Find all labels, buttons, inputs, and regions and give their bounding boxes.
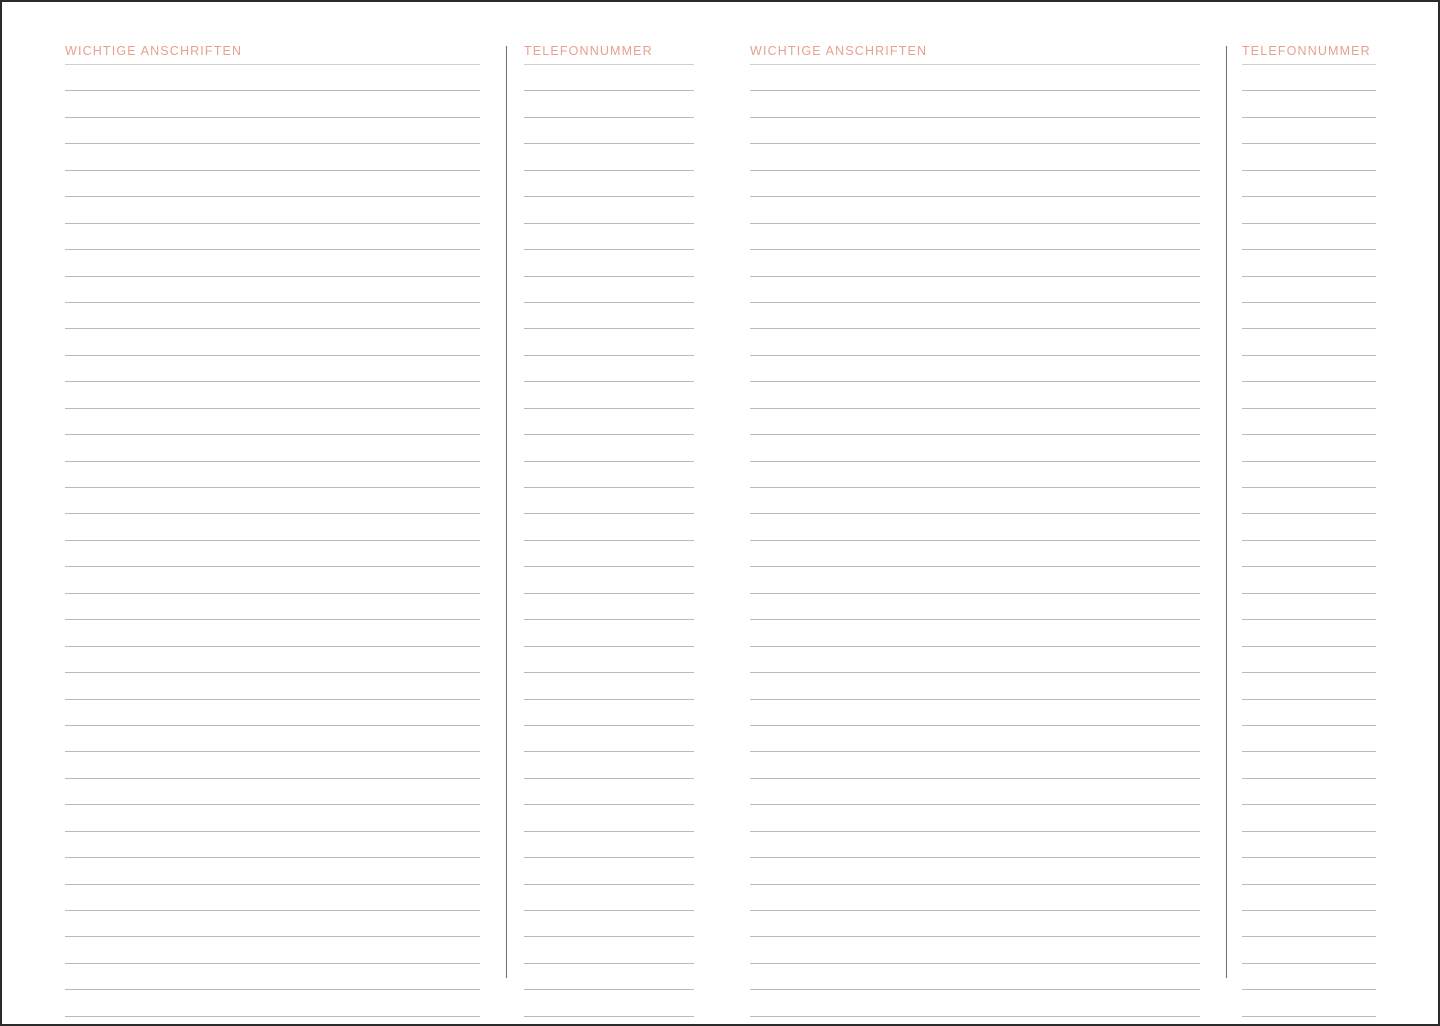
writing-line[interactable]	[750, 514, 1200, 540]
writing-line[interactable]	[65, 567, 480, 593]
writing-line[interactable]	[750, 303, 1200, 329]
writing-line[interactable]	[750, 832, 1200, 858]
writing-line[interactable]	[524, 647, 694, 673]
writing-line[interactable]	[1242, 144, 1376, 170]
writing-line[interactable]	[524, 937, 694, 963]
writing-line[interactable]	[1242, 356, 1376, 382]
writing-line[interactable]	[524, 567, 694, 593]
writing-line[interactable]	[524, 990, 694, 1016]
writing-line[interactable]	[1242, 435, 1376, 461]
writing-line[interactable]	[1242, 752, 1376, 778]
writing-line[interactable]	[65, 171, 480, 197]
writing-line[interactable]	[65, 805, 480, 831]
writing-line[interactable]	[1242, 647, 1376, 673]
writing-line[interactable]	[750, 224, 1200, 250]
writing-line[interactable]	[750, 911, 1200, 937]
writing-line[interactable]	[1242, 805, 1376, 831]
writing-line[interactable]	[65, 752, 480, 778]
left-addresses-column	[0, 0, 506, 1026]
left-addresses-heading: WICHTIGE ANSCHRIFTEN	[65, 44, 480, 65]
writing-line[interactable]	[65, 356, 480, 382]
writing-line[interactable]	[65, 541, 480, 567]
writing-line[interactable]	[65, 91, 480, 117]
writing-line[interactable]	[524, 356, 694, 382]
writing-line[interactable]	[65, 250, 480, 276]
writing-line[interactable]	[1242, 964, 1376, 990]
right-phone-column	[1226, 0, 1440, 1026]
writing-line[interactable]	[524, 805, 694, 831]
writing-line[interactable]	[750, 990, 1200, 1016]
writing-line[interactable]	[1242, 567, 1376, 593]
writing-line[interactable]	[65, 964, 480, 990]
writing-line[interactable]	[750, 726, 1200, 752]
writing-line[interactable]	[1242, 832, 1376, 858]
writing-line[interactable]	[750, 620, 1200, 646]
writing-line[interactable]	[524, 329, 694, 355]
writing-line[interactable]	[65, 726, 480, 752]
right-addresses-column	[720, 0, 1226, 1026]
writing-line[interactable]	[524, 488, 694, 514]
writing-line[interactable]	[1242, 197, 1376, 223]
writing-line[interactable]	[524, 673, 694, 699]
writing-line[interactable]	[65, 303, 480, 329]
writing-line[interactable]	[524, 858, 694, 884]
writing-line[interactable]	[750, 91, 1200, 117]
writing-line[interactable]	[1242, 118, 1376, 144]
writing-line[interactable]	[750, 779, 1200, 805]
left-addresses-lines[interactable]	[65, 65, 480, 1017]
writing-line[interactable]	[65, 911, 480, 937]
writing-line[interactable]	[524, 197, 694, 223]
writing-line[interactable]	[524, 700, 694, 726]
writing-line[interactable]	[750, 144, 1200, 170]
writing-line[interactable]	[750, 858, 1200, 884]
writing-line[interactable]	[65, 65, 480, 91]
writing-line[interactable]	[750, 805, 1200, 831]
writing-line[interactable]	[524, 435, 694, 461]
writing-line[interactable]	[750, 171, 1200, 197]
writing-line[interactable]	[750, 700, 1200, 726]
writing-line[interactable]	[1242, 462, 1376, 488]
writing-line[interactable]	[524, 303, 694, 329]
writing-line[interactable]	[750, 118, 1200, 144]
writing-line[interactable]	[750, 382, 1200, 408]
writing-line[interactable]	[1242, 726, 1376, 752]
writing-line[interactable]	[1242, 277, 1376, 303]
writing-line[interactable]	[750, 964, 1200, 990]
writing-line[interactable]	[65, 382, 480, 408]
writing-line[interactable]	[65, 118, 480, 144]
writing-line[interactable]	[1242, 594, 1376, 620]
writing-line[interactable]	[750, 673, 1200, 699]
writing-line[interactable]	[750, 885, 1200, 911]
writing-line[interactable]	[524, 779, 694, 805]
writing-line[interactable]	[750, 647, 1200, 673]
writing-line[interactable]	[524, 171, 694, 197]
writing-line[interactable]	[1242, 885, 1376, 911]
writing-line[interactable]	[1242, 91, 1376, 117]
writing-line[interactable]	[1242, 620, 1376, 646]
writing-line[interactable]	[65, 435, 480, 461]
writing-line[interactable]	[1242, 779, 1376, 805]
writing-line[interactable]	[65, 937, 480, 963]
writing-line[interactable]	[65, 647, 480, 673]
writing-line[interactable]	[1242, 990, 1376, 1016]
writing-line[interactable]	[1242, 65, 1376, 91]
writing-line[interactable]	[750, 65, 1200, 91]
writing-line[interactable]	[750, 462, 1200, 488]
writing-line[interactable]	[65, 858, 480, 884]
writing-line[interactable]	[524, 541, 694, 567]
writing-line[interactable]	[750, 937, 1200, 963]
writing-line[interactable]	[524, 752, 694, 778]
writing-line[interactable]	[750, 435, 1200, 461]
writing-line[interactable]	[524, 911, 694, 937]
writing-line[interactable]	[65, 462, 480, 488]
writing-line[interactable]	[65, 277, 480, 303]
writing-line[interactable]	[750, 541, 1200, 567]
writing-line[interactable]	[65, 832, 480, 858]
writing-line[interactable]	[1242, 541, 1376, 567]
writing-line[interactable]	[524, 726, 694, 752]
left-phone-heading: TELEFONNUMMER	[524, 44, 694, 65]
right-phone-lines[interactable]	[1242, 65, 1376, 1017]
writing-line[interactable]	[1242, 700, 1376, 726]
writing-line[interactable]	[65, 620, 480, 646]
writing-line[interactable]	[1242, 303, 1376, 329]
writing-line[interactable]	[524, 409, 694, 435]
writing-line[interactable]	[524, 118, 694, 144]
writing-line[interactable]	[1242, 224, 1376, 250]
writing-line[interactable]	[524, 224, 694, 250]
writing-line[interactable]	[65, 144, 480, 170]
writing-line[interactable]	[65, 197, 480, 223]
writing-line[interactable]	[750, 594, 1200, 620]
writing-line[interactable]	[524, 382, 694, 408]
writing-line[interactable]	[750, 356, 1200, 382]
writing-line[interactable]	[65, 409, 480, 435]
writing-line[interactable]	[524, 250, 694, 276]
left-phone-column	[506, 0, 720, 1026]
writing-line[interactable]	[524, 514, 694, 540]
writing-line[interactable]	[750, 567, 1200, 593]
writing-line[interactable]	[65, 224, 480, 250]
writing-line[interactable]	[750, 752, 1200, 778]
writing-line[interactable]	[1242, 329, 1376, 355]
writing-line[interactable]	[524, 462, 694, 488]
writing-line[interactable]	[524, 277, 694, 303]
writing-line[interactable]	[65, 779, 480, 805]
writing-line[interactable]	[65, 514, 480, 540]
writing-line[interactable]	[750, 197, 1200, 223]
writing-line[interactable]	[1242, 488, 1376, 514]
right-addresses-lines[interactable]	[750, 65, 1200, 1017]
writing-line[interactable]	[1242, 911, 1376, 937]
writing-line[interactable]	[1242, 171, 1376, 197]
right-phone-heading: TELEFONNUMMER	[1242, 44, 1376, 65]
writing-line[interactable]	[524, 144, 694, 170]
writing-line[interactable]	[65, 990, 480, 1016]
writing-line[interactable]	[65, 700, 480, 726]
writing-line[interactable]	[524, 91, 694, 117]
writing-line[interactable]	[524, 964, 694, 990]
writing-line[interactable]	[750, 277, 1200, 303]
writing-line[interactable]	[524, 832, 694, 858]
writing-line[interactable]	[1242, 514, 1376, 540]
writing-line[interactable]	[1242, 409, 1376, 435]
writing-line[interactable]	[1242, 250, 1376, 276]
writing-line[interactable]	[1242, 673, 1376, 699]
writing-line[interactable]	[750, 329, 1200, 355]
writing-line[interactable]	[1242, 858, 1376, 884]
writing-line[interactable]	[524, 594, 694, 620]
writing-line[interactable]	[65, 488, 480, 514]
right-page	[720, 0, 1440, 1026]
right-addresses-heading: WICHTIGE ANSCHRIFTEN	[750, 44, 1200, 65]
writing-line[interactable]	[750, 488, 1200, 514]
writing-line[interactable]	[524, 65, 694, 91]
left-phone-lines[interactable]	[524, 65, 694, 1017]
writing-line[interactable]	[65, 329, 480, 355]
writing-line[interactable]	[524, 885, 694, 911]
writing-line[interactable]	[65, 885, 480, 911]
writing-line[interactable]	[1242, 937, 1376, 963]
writing-line[interactable]	[65, 594, 480, 620]
writing-line[interactable]	[750, 250, 1200, 276]
writing-line[interactable]	[65, 673, 480, 699]
writing-line[interactable]	[750, 409, 1200, 435]
writing-line[interactable]	[1242, 382, 1376, 408]
writing-line[interactable]	[524, 620, 694, 646]
